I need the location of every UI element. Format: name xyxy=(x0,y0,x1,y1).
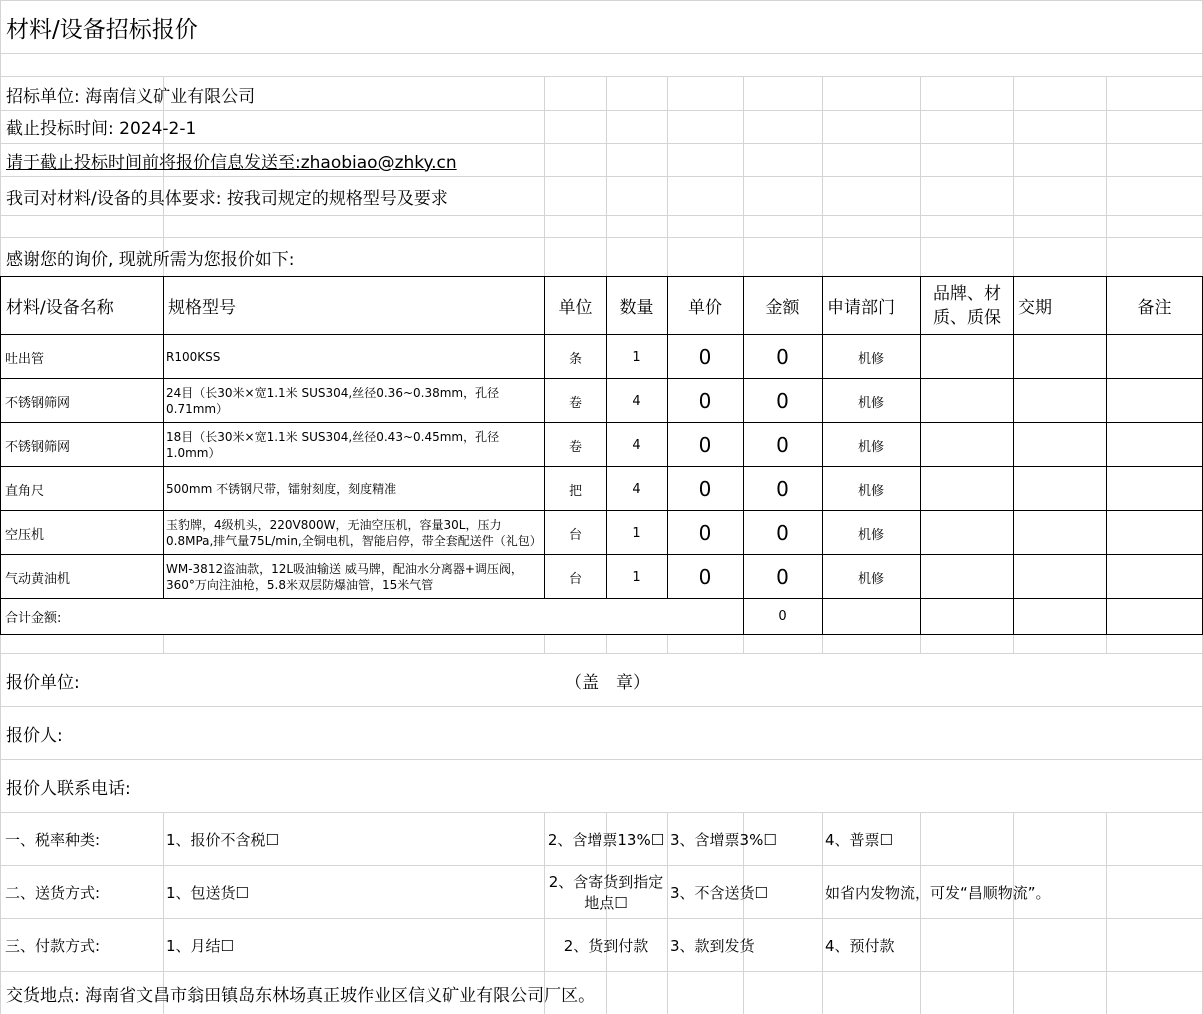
ship-label: 二、送货方式: xyxy=(5,884,101,902)
header-spec: 规格型号 xyxy=(168,298,236,318)
header-amount: 金额 xyxy=(765,298,800,318)
item-unit: 卷 xyxy=(568,395,582,411)
ship-note: 如省内发物流，可发“昌顺物流”。 xyxy=(825,884,1051,902)
item-dept: 机修 xyxy=(857,395,884,411)
grid-line xyxy=(544,634,545,653)
item-dept: 机修 xyxy=(857,439,884,455)
item-price: 0 xyxy=(698,389,712,413)
bidder-info: 招标单位: 海南信义矿业有限公司 xyxy=(6,86,256,107)
grid-line xyxy=(743,76,744,276)
pay-option-1[interactable]: 1、月结☐ xyxy=(166,937,234,955)
thanks-text: 感谢您的询价, 现就所需为您报价如下: xyxy=(6,249,295,270)
item-unit: 把 xyxy=(568,483,582,499)
grid-line xyxy=(1013,634,1014,653)
item-name: 空压机 xyxy=(5,527,45,543)
item-price: 0 xyxy=(698,565,712,589)
pay-option-3[interactable]: 3、款到发货 xyxy=(670,937,755,955)
ship-option-2[interactable]: 2、含寄货到指定地点☐ xyxy=(548,872,664,912)
pay-option-2[interactable]: 2、货到付款 xyxy=(563,937,649,955)
table-border xyxy=(0,634,1203,635)
item-dept: 机修 xyxy=(857,571,884,587)
delivery-place: 交货地点: 海南省文昌市翁田镇岛东林场真正坡作业区信义矿业有限公司厂区。 xyxy=(6,985,596,1006)
item-amount: 0 xyxy=(776,565,789,589)
item-price: 0 xyxy=(698,477,712,501)
item-price: 0 xyxy=(698,345,712,369)
header-delivery: 交期 xyxy=(1018,298,1052,318)
phone-label: 报价人联系电话: xyxy=(6,779,131,799)
grid-line xyxy=(163,634,164,653)
page-title: 材料/设备招标报价 xyxy=(6,16,198,43)
item-dept: 机修 xyxy=(857,483,884,499)
grid-line xyxy=(667,76,668,276)
item-spec: 24目（长30米×宽1.1米 SUS304,丝径0.36~0.38mm，孔径0.71mm） xyxy=(166,386,500,416)
item-unit: 台 xyxy=(568,571,582,587)
table-border xyxy=(163,276,164,598)
header-remark: 备注 xyxy=(1137,298,1172,318)
table-border xyxy=(1106,598,1107,634)
header-name: 材料/设备名称 xyxy=(6,298,114,318)
grid-line xyxy=(920,76,921,276)
header-dept: 申请部门 xyxy=(827,298,895,318)
item-name: 不锈钢筛网 xyxy=(5,395,71,411)
seal-text: （盖 章） xyxy=(565,673,650,693)
grid-line xyxy=(606,76,607,276)
requirement-info: 我司对材料/设备的具体要求: 按我司规定的规格型号及要求 xyxy=(6,188,448,209)
pay-option-4[interactable]: 4、预付款 xyxy=(825,937,895,955)
table-border xyxy=(920,598,921,634)
grid-line xyxy=(1106,76,1107,276)
tax-option-2[interactable]: 2、含增票13%☐ xyxy=(547,831,665,849)
item-spec: 500mm 不锈钢尺带，镭射刻度，刻度精准 xyxy=(166,482,397,496)
item-spec: 18目（长30米×宽1.1米 SUS304,丝径0.43~0.45mm，孔径1.0mm） xyxy=(166,430,500,460)
item-name: 不锈钢筛网 xyxy=(5,439,71,455)
item-dept: 机修 xyxy=(857,351,884,367)
item-unit: 卷 xyxy=(568,439,582,455)
deadline-info: 截止投标时间: 2024-2-1 xyxy=(6,119,197,139)
table-border xyxy=(1013,598,1014,634)
table-border xyxy=(0,276,1,598)
grid-line xyxy=(822,634,823,653)
quoter-label: 报价人: xyxy=(6,726,63,746)
item-qty: 4 xyxy=(632,437,641,453)
ship-option-3[interactable]: 3、不含送货☐ xyxy=(670,884,768,902)
grid-line xyxy=(1106,634,1107,653)
pay-label: 三、付款方式: xyxy=(5,937,101,955)
item-unit: 条 xyxy=(568,351,582,367)
ship-option-1[interactable]: 1、包送货☐ xyxy=(166,884,249,902)
item-qty: 1 xyxy=(632,525,641,541)
tax-option-3[interactable]: 3、含增票3%☐ xyxy=(670,831,777,849)
grid-line xyxy=(667,634,668,653)
item-price: 0 xyxy=(698,521,712,545)
grid-line xyxy=(606,634,607,653)
item-name: 直角尺 xyxy=(5,483,45,499)
table-border xyxy=(822,598,823,634)
item-amount: 0 xyxy=(776,521,789,545)
item-price: 0 xyxy=(698,433,712,457)
grid-line xyxy=(743,634,744,653)
grid-line xyxy=(822,76,823,276)
tax-label: 一、税率种类: xyxy=(5,831,101,849)
header-brand: 品牌、材质、质保 xyxy=(933,283,1001,328)
item-spec: R100KSS xyxy=(166,350,221,364)
header-price: 单价 xyxy=(688,298,722,318)
table-border xyxy=(1013,276,1014,598)
grid-line xyxy=(0,215,1203,216)
item-name: 吐出管 xyxy=(5,351,45,367)
table-border xyxy=(0,598,1,634)
total-label: 合计金额: xyxy=(5,610,62,626)
tax-option-4[interactable]: 4、普票☐ xyxy=(825,831,893,849)
quote-unit-label: 报价单位: xyxy=(6,673,80,693)
total-value: 0 xyxy=(778,608,787,624)
header-unit: 单位 xyxy=(558,298,593,318)
item-qty: 4 xyxy=(632,393,641,409)
item-amount: 0 xyxy=(776,477,789,501)
item-name: 气动黄油机 xyxy=(5,571,71,587)
tax-option-1[interactable]: 1、报价不含税☐ xyxy=(166,831,279,849)
item-amount: 0 xyxy=(776,389,789,413)
item-qty: 1 xyxy=(632,569,641,585)
grid-line xyxy=(1013,76,1014,276)
item-spec: WM-3812盗油款，12L吸油输送 威马牌，配油水分离器+调压阀，360°万向注油枪，5.8米双层防爆油管，15米气管 xyxy=(166,562,523,592)
item-amount: 0 xyxy=(776,345,789,369)
header-qty: 数量 xyxy=(619,298,654,318)
item-unit: 台 xyxy=(568,527,582,543)
grid-line xyxy=(822,812,823,1014)
item-dept: 机修 xyxy=(857,527,884,543)
item-amount: 0 xyxy=(776,433,789,457)
send-notice-link[interactable]: 请于截止投标时间前将报价信息发送至:zhaobiao@zhky.cn xyxy=(6,152,457,173)
item-qty: 4 xyxy=(632,481,641,497)
item-spec: 玉豹牌，4级机头，220V800W，无油空压机，容量30L，压力0.8MPa,排气量75L/min,全铜电机，智能启停，带全套配送件（礼包） xyxy=(166,518,542,548)
grid-line xyxy=(920,634,921,653)
item-qty: 1 xyxy=(632,349,641,365)
